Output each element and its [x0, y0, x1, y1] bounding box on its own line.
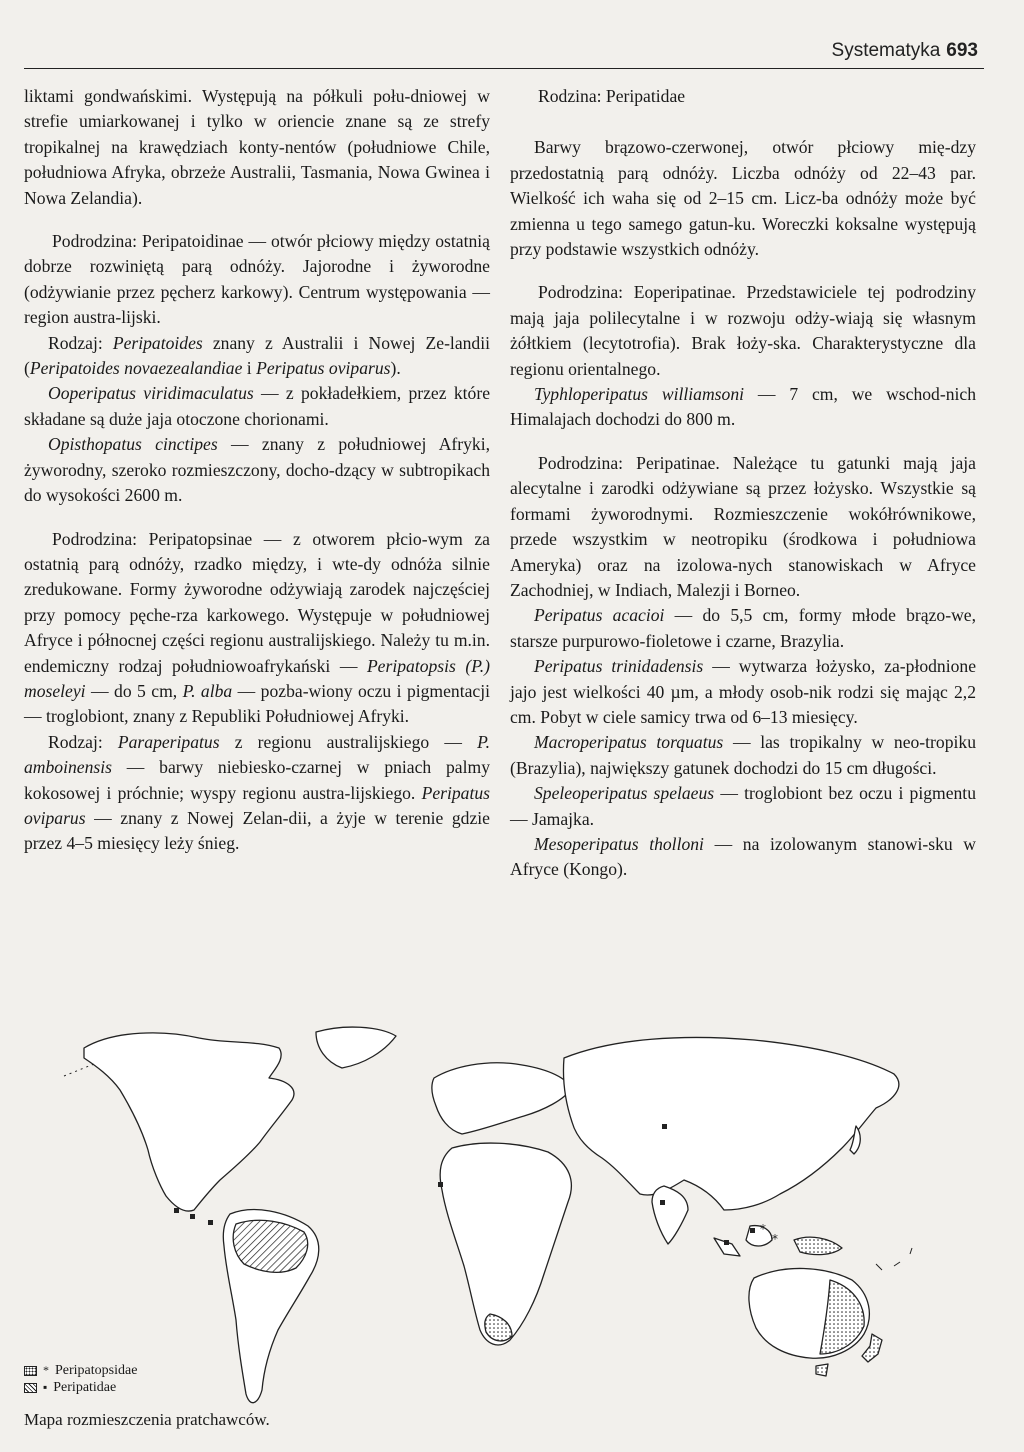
species-peripatus-acacioi: Peripatus acacioi — do 5,5 cm, formy młode brązo-we, starsze purpurowo-fioletowe i czarne, Brazylia. — [510, 605, 976, 651]
page-number: 693 — [946, 40, 978, 61]
new-zealand-dotted-range — [862, 1334, 882, 1362]
svg-text:*: * — [760, 1222, 766, 1236]
pacific-islands-dashes — [876, 1248, 912, 1270]
right-column — [510, 84, 976, 883]
new-guinea-dotted-range — [794, 1237, 842, 1254]
genus-peripatoides: Rodzaj: Peripatoides znany z Australii i Nowej Ze-landii (Peripatoides novaezealandiae i Peripatus oviparus). — [24, 332, 490, 379]
left-column — [24, 84, 490, 857]
distribution-map-figure — [24, 1018, 980, 1428]
species-mesoperipatus: Mesoperipatus tholloni — na izolowanym stanowi-sku w Afryce (Kongo). — [510, 833, 976, 880]
square-marker-icon: ▪ — [43, 1380, 48, 1394]
hatched-pattern-swatch — [24, 1383, 37, 1393]
section-title: Systematyka — [831, 40, 941, 61]
species-peripatus-trinidadensis: Peripatus trinidadensis — wytwarza łożysko, za-płodnione jajo jest wielkości 40 µm, a młody osob-nik rodzi się mając 2,2 cm. Pobyt w ciele samicy trwa od 6–13 miesięcy. — [510, 656, 977, 727]
legend-item-peripatidae — [24, 1379, 137, 1396]
subfamily-peripatoidinae: Podrodzina: Peripatoidinae — otwór płciowy między ostatnią dobrze rozwiniętą parą odnóży. Jajorodne i żyworodne (odżywianie przez pęcherz karkowy). Centrum występowania — region austra-lijski. — [24, 231, 490, 328]
map-legend — [24, 1362, 137, 1396]
species-typhloperipatus: Typhloperipatus williamsoni — 7 cm, we wschod-nich Himalajach dochodzi do 800 m. — [510, 384, 976, 430]
family-heading: Rodzina: Peripatidae — [538, 86, 686, 106]
species-ooperipatus: Ooperipatus viridimaculatus — z pokładełkiem, przez które składane są duże jaja otoczone chorionami. — [24, 383, 490, 429]
north-america-outline — [84, 1033, 294, 1211]
greenland-outline — [316, 1027, 396, 1068]
subfamily-peripatinae: Podrodzina: Peripatinae. Należące tu gatunki mają jaja alecytalne i zarodki odżywiane są przez łożysko. Wszystkie są formami żyworodnymi. Rozmieszczenie wokółrównikowe, przede wszystkim w neotropiku (środkowa i południowa Ameryka) oraz na izolowa-nych stanowiskach w Afryce Zachodniej, w Indiach, Malezji i Borneo. — [510, 452, 976, 600]
dotted-pattern-swatch — [24, 1366, 37, 1376]
africa-outline — [440, 1143, 571, 1345]
subfamily-peripatopsinae: Podrodzina: Peripatopsinae — z otworem płcio-wym za ostatnią parą odnóży, rzadko między, i wte-dy odnóża silnie zredukowane. Formy żyworodne odżywiają zarodek najczęściej przy pomocy pęche-rza karkowego. Występuje w południowej Afryce i północnej części regionu australijskiego. Należy tu m.in. endemiczny rodzaj południowoafrykański — Peripatopsis (P.) moseleyi — do 5 cm, P. alba — pozba-wiony oczu i pigmentacji — troglobiont, znany z Republiki Południowej Afryki. — [24, 528, 490, 727]
europe-outline — [432, 1063, 572, 1134]
legend-label: Peripatopsidae — [55, 1363, 138, 1378]
arctic-coast-dashes — [64, 1064, 94, 1076]
amazon-hatched-range — [233, 1220, 308, 1272]
tasmania-dotted-range — [816, 1364, 828, 1376]
india-outline — [652, 1186, 688, 1244]
asterisk-marker-icon: * — [43, 1363, 49, 1377]
genus-paraperipatus: Rodzaj: Paraperipatus z regionu australijskiego — P. amboinensis — barwy niebiesko-czarnej w pniach palmy kokosowej i próchnie; wyspy regionu austra-lijskiego. Peripatus oviparus — znany z Nowej Zelan-dii, a żyje w terenie gdzie przez 4–5 miesięcy leży śnieg. — [24, 731, 490, 854]
world-map — [24, 1018, 980, 1428]
legend-label: Peripatidae — [53, 1380, 117, 1395]
running-header — [24, 40, 984, 69]
asia-outline — [563, 1037, 898, 1210]
species-opisthopatus: Opisthopatus cinctipes — znany z południowej Afryki, żyworodny, szeroko rozmieszczony, docho-dzący w subtropikach do wysokości 2600 m. — [24, 434, 490, 506]
subfamily-eoperipatinae: Podrodzina: Eoperipatinae. Przedstawiciele tej podrodziny mają jaja polilecytalne i w rozwoju odży-wiają się własnym żółtkiem (lecytotrofia). Brak łoży-ska. Charakterystyczne dla regionu orientalnego. — [510, 282, 976, 379]
species-speleoperipatus: Speleoperipatus spelaeus — troglobiont bez oczu i pigmentu — Jamajka. — [510, 783, 976, 829]
legend-item-peripatopsidae — [24, 1362, 137, 1379]
paragraph-gondwana: liktami gondwańskimi. Występują na półkuli połu-dniowej w strefie umiarkowanej i tylko w oriencie znane są ze strefy tropikalnej na krawędziach konty-nentów (południowe Chile, południowa Afryka, obrzeże Australii, Tasmania, Nowa Gwinea i Nowa Zelandia). — [24, 86, 490, 208]
figure-caption: Mapa rozmieszczenia pratchawców. — [24, 1410, 270, 1429]
borneo-outline — [746, 1226, 772, 1246]
family-description: Barwy brązowo-czerwonej, otwór płciowy mię-dzy przedostatnią parą odnóży. Liczba odnóży od 22–43 par. Wielkość ich waha się od 2–15 cm. Licz-ba odnóży może być zmienna u tego samego gatun-ku. Woreczki koksalne występują przy podstawie wszystkich odnóży. — [510, 137, 976, 260]
svg-text:*: * — [772, 1232, 778, 1246]
species-macroperipatus: Macroperipatus torquatus — las tropikalny w neo-tropiku (Brazylia), największy gatunek dochodzi do 15 cm długości. — [510, 732, 976, 778]
